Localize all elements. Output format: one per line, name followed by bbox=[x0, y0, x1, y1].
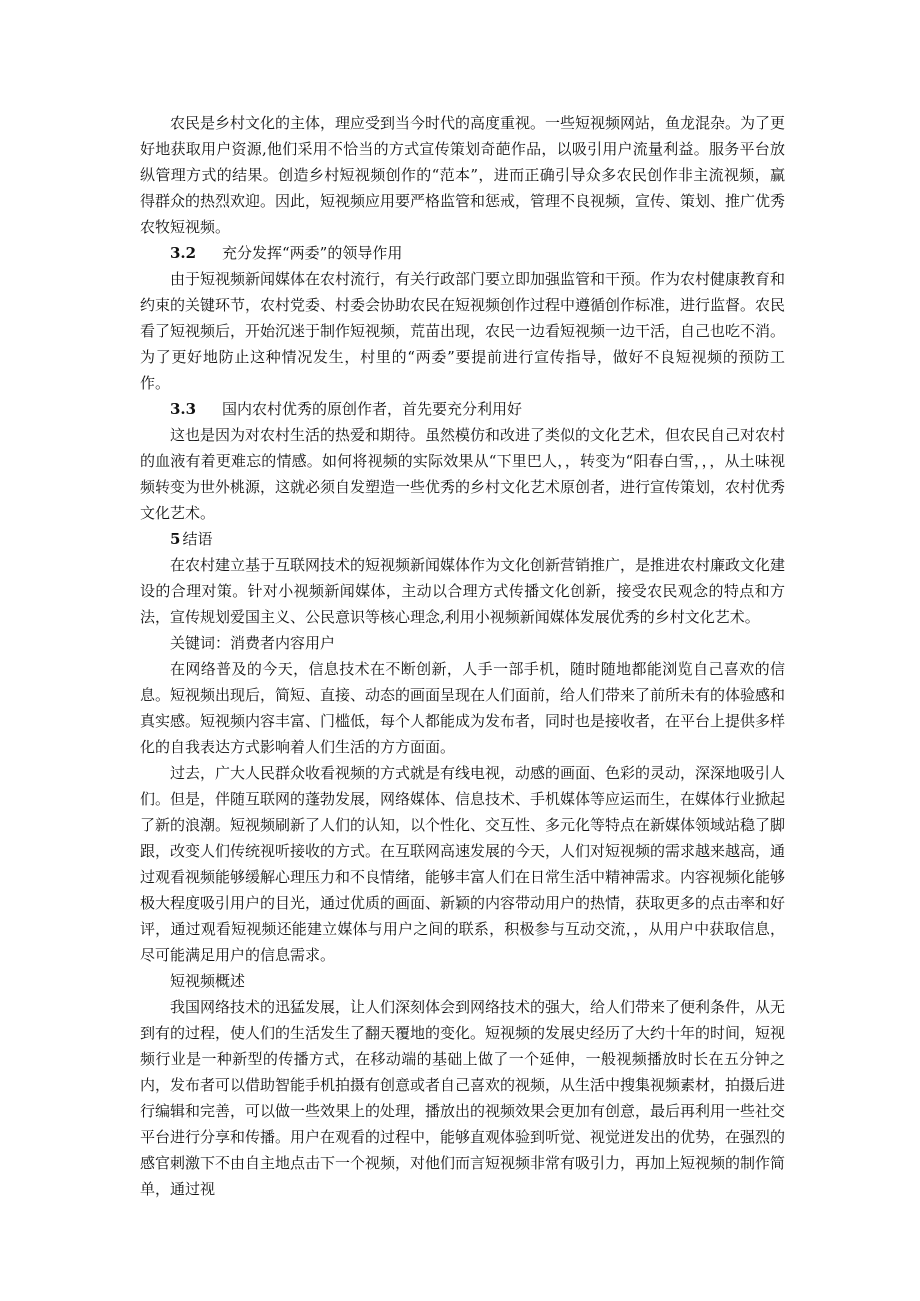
section-title: 国内农村优秀的原创作者，首先要充分利用好 bbox=[222, 400, 523, 418]
section-3-3-paragraph: 这也是因为对农村生活的热爱和期待。虽然模仿和改进了类似的文化艺术，但农民自己对农村的血液有着更难忘的情感。如何将视频的实际效果从“下里巴人，，转变为“阳春白雪，，，从土味视频转变为世外桃源，这就必须自发塑造一些优秀的乡村文化艺术原创者，进行宣传策划，农村优秀文化艺术。 bbox=[140, 426, 786, 522]
intro-paragraph: 农民是乡村文化的主体，理应受到当今时代的高度重视。一些短视频网站，鱼龙混杂。为了更好地获取用户资源,他们采用不恰当的方式宣传策划奇葩作品，以吸引用户流量利益。服务平台放纵管理方式的结果。创造乡村短视频创作的“范本”，进而正确引导众多农民创作非主流视频，赢得群众的热烈欢迎。因此，短视频应用要严格监管和惩戒，管理不良视频，宣传、策划、推广优秀农牧短视频。 bbox=[140, 114, 786, 236]
body-paragraph: 在网络普及的今天，信息技术在不断创新，人手一部手机，随时随地都能浏览自己喜欢的信息。短视频出现后，简短、直接、动态的画面呈现在人们面前，给人们带来了前所未有的体验感和真实感。短视频内容丰富、门槛低，每个人都能成为发布者，同时也是接收者，在平台上提供多样化的自我表达方式影响着人们生活的方方面面。 bbox=[140, 660, 786, 756]
section-number: 3.2 bbox=[170, 244, 197, 262]
body-paragraph: 过去，广大人民群众收看视频的方式就是有线电视，动感的画面、色彩的灵动，深深地吸引人们。但是，伴随互联网的蓬勃发展，网络媒体、信息技术、手机媒体等应运而生，在媒体行业掀起了新的浪潮。短视频刷新了人们的认知，以个性化、交互性、多元化等特点在新媒体领域站稳了脚跟，改变人们传统视听接收的方式。在互联网高速发展的今天，人们对短视频的需求越来越高，通过观看视频能够缓解心理压力和不良情绪，能够丰富人们在日常生活中精神需求。内容视频化能够极大程度吸引用户的目光，通过优质的画面、新颖的内容带动用户的热情，获取更多的点击率和好评，通过观看短视频还能建立媒体与用户之间的联系，积极参与互动交流，，从用户中获取信息，尽可能满足用户的信息需求。 bbox=[140, 764, 786, 964]
section-title: 充分发挥“两委”的领导作用 bbox=[222, 244, 403, 262]
document-page bbox=[140, 110, 785, 1202]
section-heading-3-3 bbox=[140, 396, 785, 422]
overview-heading: 短视频概述 bbox=[170, 972, 246, 990]
section-number: 3.3 bbox=[170, 400, 197, 418]
conclusion-paragraph: 在农村建立基于互联网技术的短视频新闻媒体作为文化创新营销推广，是推进农村廉政文化建设的合理对策。针对小视频新闻媒体，主动以合理方式传播文化创新，接受农民观念的特点和方法，宣传规划爱国主义、公民意识等核心理念,利用小视频新闻媒体发展优秀的乡村文化艺术。 bbox=[140, 556, 786, 626]
body-paragraph: 我国网络技术的迅猛发展，让人们深刻体会到网络技术的强大，给人们带来了便利条件，从无到有的过程，使人们的生活发生了翻天覆地的变化。短视频的发展史经历了大约十年的时间，短视频行业是一种新型的传播方式，在移动端的基础上做了一个延伸，一般视频播放时长在五分钟之内，发布者可以借助智能手机拍摄有创意或者自己喜欢的视频，从生活中搜集视频素材，拍摄后进行编辑和完善，可以做一些效果上的处理，播放出的视频效果会更加有创意，最后再利用一些社交平台进行分享和传播。用户在观看的过程中，能够直观体验到听觉、视觉迸发出的优势，在强烈的感官刺激下不由自主地点击下一个视频，对他们而言短视频非常有吸引力，再加上短视频的制作简单，通过视 bbox=[140, 998, 786, 1198]
section-heading-3-2 bbox=[140, 240, 785, 266]
section-3-2-paragraph: 由于短视频新闻媒体在农村流行，有关行政部门要立即加强监管和干预。作为农村健康教育和约束的关键环节，农村党委、村委会协助农民在短视频创作过程中遵循创作标准，进行监督。农民看了短视频后，开始沉迷于制作短视频，荒苗出现，农民一边看短视频一边干活，自己也吃不消。为了更好地防止这种情况发生，村里的“两委”要提前进行宣传指导，做好不良短视频的预防工作。 bbox=[140, 270, 786, 392]
section-heading-5 bbox=[140, 526, 785, 552]
section-title: 结语 bbox=[182, 530, 213, 548]
section-number: 5 bbox=[170, 530, 181, 548]
keywords-line: 关键词：消费者内容用户 bbox=[170, 634, 336, 652]
